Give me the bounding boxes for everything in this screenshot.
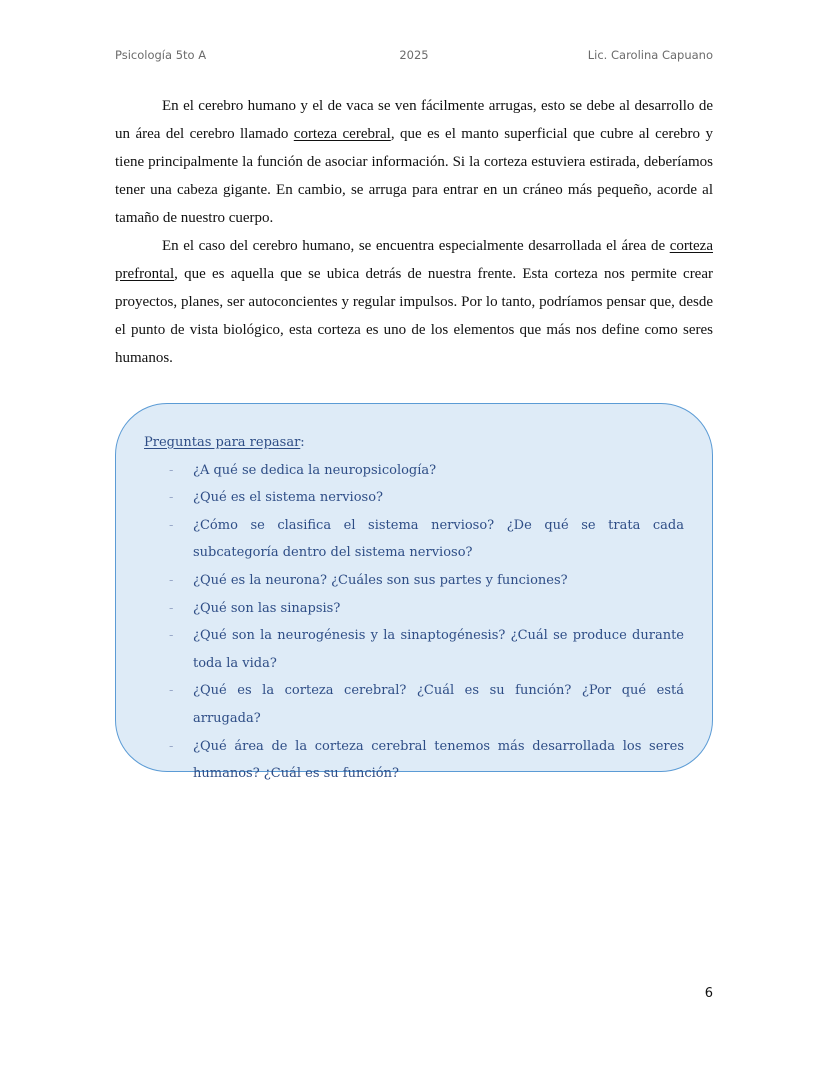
bullet-dash: -	[169, 600, 174, 616]
header-year: 2025	[399, 48, 429, 62]
review-question-text: ¿Qué son las sinapsis?	[193, 600, 341, 616]
bullet-dash: -	[169, 517, 174, 533]
review-question-item	[144, 677, 684, 732]
review-question-text: ¿Qué área de la corteza cerebral tenemos más desarrollada los seres humanos? ¿Cuál es su función?	[193, 738, 684, 782]
page-header	[115, 48, 713, 66]
review-title-line	[144, 429, 684, 457]
review-question-text: ¿Qué es la corteza cerebral? ¿Cuál es su función? ¿Por qué está arrugada?	[193, 683, 684, 726]
header-course: Psicología 5to A	[115, 48, 207, 62]
review-question-text: ¿Cómo se clasifica el sistema nervioso? ¿De qué se trata cada subcategoría dentro del sistema nervioso?	[193, 517, 684, 561]
body-text	[115, 92, 713, 372]
review-question-list	[144, 457, 684, 788]
review-question-item	[144, 622, 684, 677]
term-corteza-prefrontal: corteza prefrontal	[115, 238, 713, 282]
paragraph-text: En el caso del cerebro humano, se encuentra especialmente desarrollada el área de	[162, 238, 670, 254]
page-number: 6	[704, 986, 713, 1001]
review-question-text: ¿A qué se dedica la neuropsicología?	[193, 462, 437, 478]
review-question-item	[144, 733, 684, 788]
review-question-item	[144, 484, 684, 512]
review-question-item	[144, 595, 684, 623]
bullet-dash: -	[169, 490, 174, 506]
review-questions-box	[115, 403, 713, 782]
paragraph-corteza-cerebral	[115, 92, 713, 232]
review-question-text: ¿Qué son la neurogénesis y la sinaptogénesis? ¿Cuál se produce durante toda la vida?	[193, 628, 684, 671]
review-question-item	[144, 457, 684, 485]
term-corteza-cerebral: corteza cerebral	[293, 126, 391, 142]
bullet-dash: -	[169, 628, 174, 644]
paragraph-text: , que es el manto superficial que cubre al cerebro y tiene principalmente la función de asociar información. Si la corteza estuviera estirada, deberíamos tener una cabeza gigante. En cambio, se arruga para entrar en un cráneo más pequeño, acorde al tamaño de nuestro cuerpo.	[115, 126, 713, 226]
paragraph-corteza-prefrontal	[115, 232, 713, 372]
bullet-dash: -	[169, 683, 174, 699]
review-title-colon: :	[300, 435, 305, 450]
header-author: Lic. Carolina Capuano	[587, 48, 713, 62]
review-content	[144, 429, 684, 788]
review-question-item	[144, 512, 684, 567]
bullet-dash: -	[169, 738, 174, 754]
bullet-dash: -	[169, 462, 174, 478]
review-question-text: ¿Qué es la neurona? ¿Cuáles son sus partes y funciones?	[193, 572, 568, 588]
review-question-item	[144, 567, 684, 595]
review-question-text: ¿Qué es el sistema nervioso?	[193, 490, 384, 506]
paragraph-text: , que es aquella que se ubica detrás de nuestra frente. Esta corteza nos permite crear proyectos, planes, ser autoconcientes y regular impulsos. Por lo tanto, podríamos pensar que, desde el punto de vista biológico, esta corteza es uno de los elementos que más nos define como seres humanos.	[115, 266, 713, 366]
paragraph-text: En el cerebro humano y el de vaca se ven fácilmente arrugas, esto se debe al desarrollo de un área del cerebro llamado	[115, 98, 713, 142]
bullet-dash: -	[169, 572, 174, 588]
review-title: Preguntas para repasar	[144, 435, 301, 450]
